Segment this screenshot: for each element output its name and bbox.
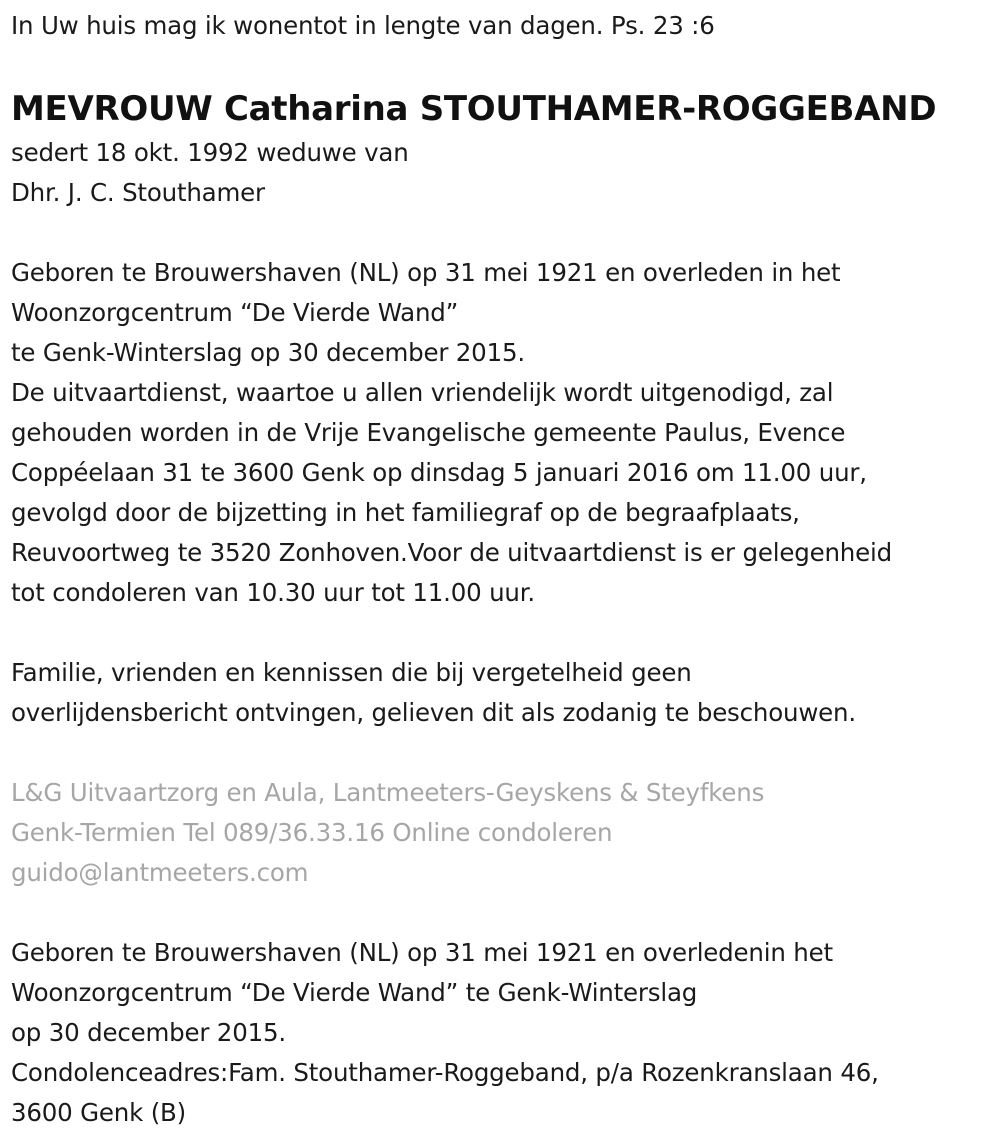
widow-info	[11, 133, 996, 213]
announcement-line: gevolgd door de bijzetting in het familiegraf op de begraafplaats,	[11, 498, 800, 527]
summary-line: Woonzorgcentrum “De Vierde Wand” te Genk-Winterslag	[11, 978, 698, 1007]
announcement-line: gehouden worden in de Vrije Evangelische gemeente Paulus, Evence	[11, 418, 846, 447]
condolence-city: 3600 Genk (B)	[11, 1098, 187, 1127]
announcement-line: De uitvaartdienst, waartoe u allen vriendelijk wordt uitgenodigd, zal	[11, 378, 834, 407]
notice-line: overlijdensbericht ontvingen, gelieven dit als zodanig te beschouwen.	[11, 698, 856, 727]
announcement-line: Woonzorgcentrum “De Vierde Wand”	[11, 298, 459, 327]
undertaker-contact: Genk-Termien Tel 089/36.33.16 Online condoleren	[11, 818, 613, 847]
summary-line: op 30 december 2015.	[11, 1018, 286, 1047]
bible-verse: In Uw huis mag ik wonentot in lengte van dagen. Ps. 23 :6	[11, 11, 715, 40]
announcement-line: Coppéelaan 31 te 3600 Genk op dinsdag 5 januari 2016 om 11.00 uur,	[11, 458, 867, 487]
undertaker-info	[11, 773, 996, 893]
undertaker-name: L&G Uitvaartzorg en Aula, Lantmeeters-Geyskens & Steyfkens	[11, 778, 765, 807]
summary-line: Geboren te Brouwershaven (NL) op 31 mei 1921 en overledenin het	[11, 938, 833, 967]
undertaker-email: guido@lantmeeters.com	[11, 858, 309, 887]
condolence-address: Condolenceadres:Fam. Stouthamer-Roggeband, p/a Rozenkranslaan 46,	[11, 1058, 879, 1087]
announcement-line: tot condoleren van 10.30 uur tot 11.00 uur.	[11, 578, 535, 607]
notice-line: Familie, vrienden en kennissen die bij vergetelheid geen	[11, 658, 692, 687]
announcement-line: Geboren te Brouwershaven (NL) op 31 mei 1921 en overleden in het	[11, 258, 841, 287]
announcement-line: te Genk-Winterslag op 30 december 2015.	[11, 338, 525, 367]
summary-section	[11, 933, 996, 1133]
widow-line: sedert 18 okt. 1992 weduwe van	[11, 138, 409, 167]
obituary-notice	[11, 0, 996, 1133]
deceased-name: MEVROUW Catharina STOUTHAMER-ROGGEBAND	[11, 89, 937, 129]
spouse-name: Dhr. J. C. Stouthamer	[11, 178, 265, 207]
announcement-line: Reuvoortweg te 3520 Zonhoven.Voor de uitvaartdienst is er gelegenheid	[11, 538, 892, 567]
family-notice	[11, 653, 996, 733]
funeral-announcement	[11, 253, 996, 613]
